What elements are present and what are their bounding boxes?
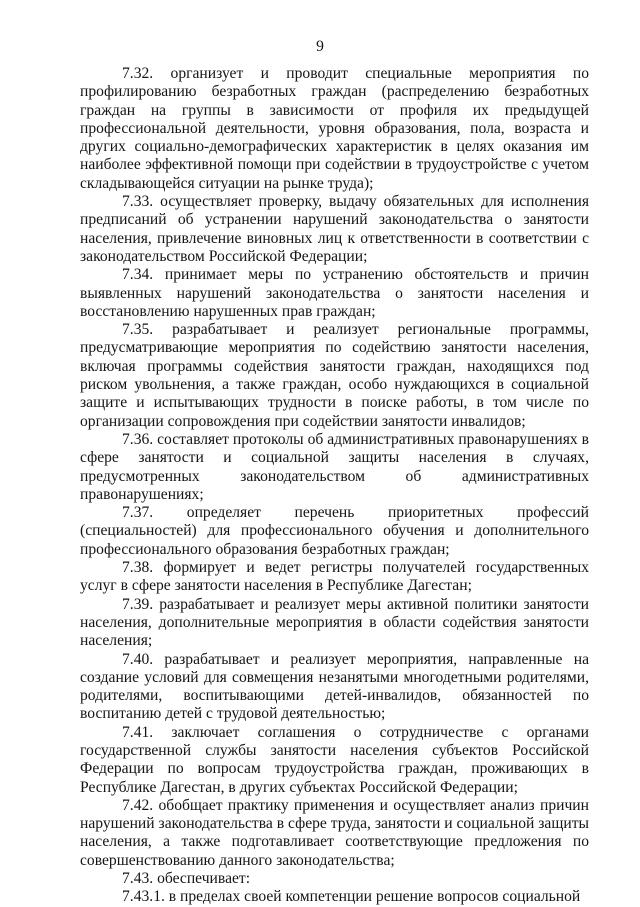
paragraph-7-43-1: 7.43.1. в пределах своей компетенции решение вопросов социальной bbox=[122, 888, 581, 906]
paragraph-7-32: 7.32. организует и проводит специальные мероприятия по профилированию безработных граждан (распределению безработных граждан на группы в зависимости от профиля их предыдущей профессиональной деятельности, уровня образования, пола, возраста и других социально-демографических характеристик в целях оказания им наиболее эффективной помощи при содействии в трудоустройстве с учетом складывающейся ситуации на рынке труда); bbox=[80, 65, 589, 192]
paragraph-7-43: 7.43. обеспечивает: bbox=[122, 870, 251, 888]
paragraph-7-40: 7.40. разрабатывает и реализует мероприятия, направленные на создание условий для совмещения незанятыми многодетными родителями, родителями, воспитывающими детей-инвалидов, обязанностей по воспитанию детей с трудовой деятельностью; bbox=[80, 650, 589, 723]
paragraph-7-36: 7.36. составляет протоколы об административных правонарушениях в сфере занятости и социальной защиты населения в случаях, предусмотренных законодательством об административных правонарушениях; bbox=[80, 430, 589, 503]
paragraph-7-42: 7.42. обобщает практику применения и осуществляет анализ причин нарушений законодательства в сфере труда, занятости и социальной защиты населения, а также подготавливает соответствующие предложения по совершенствованию данного законодательства; bbox=[80, 796, 589, 869]
paragraph-7-37: 7.37. определяет перечень приоритетных профессий (специальностей) для профессионального обучения и дополнительного профессионального образования безработных граждан; bbox=[80, 504, 589, 558]
paragraph-7-41: 7.41. заключает соглашения о сотрудничестве с органами государственной службы занятости населения субъектов Российской Федерации по вопросам трудоустройства граждан, проживающих в Республике Дагестан, в других субъектах Российской Федерации; bbox=[80, 723, 589, 796]
paragraph-7-38: 7.38. формирует и ведет регистры получателей государственных услуг в сфере занятости населения в Республике Дагестан; bbox=[80, 559, 589, 595]
paragraph-7-35: 7.35. разрабатывает и реализует региональные программы, предусматривающие мероприятия по содействию занятости населения, включая программы содействия занятости граждан, находящихся под риском увольнения, а также граждан, особо нуждающихся в социальной защите и испытывающих трудности в поиске работы, в том числе по организации сопровождения при содействии занятости инвалидов; bbox=[80, 321, 589, 430]
paragraph-7-33: 7.33. осуществляет проверку, выдачу обязательных для исполнения предписаний об устранении нарушений законодательства о занятости населения, привлечение виновных лиц к ответственности в соответствии с законодательством Российской Федерации; bbox=[80, 193, 589, 265]
document-body bbox=[80, 65, 589, 907]
paragraph-7-34: 7.34. принимает меры по устранению обстоятельств и причин выявленных нарушений законодательства о занятости населения и восстановлению нарушенных прав граждан; bbox=[80, 266, 589, 320]
paragraph-7-39: 7.39. разрабатывает и реализует меры активной политики занятости населения, дополнительные мероприятия в области содействия занятости населения; bbox=[80, 595, 589, 650]
page-number: 9 bbox=[316, 38, 324, 55]
